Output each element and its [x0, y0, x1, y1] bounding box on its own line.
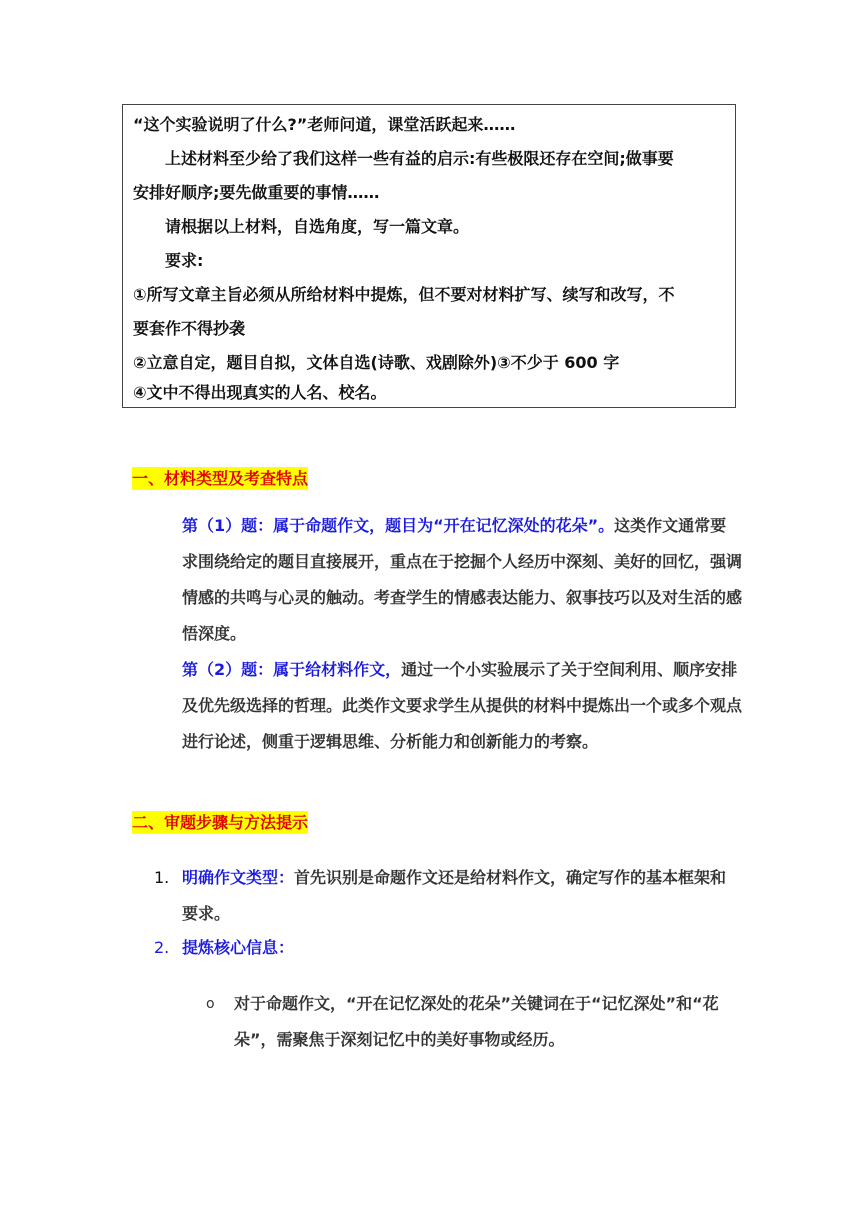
material-line: 上述材料至少给了我们这样一些有益的启示:有些极限还存在空间;做事要	[165, 149, 674, 168]
bullet-icon: o	[206, 996, 215, 1012]
list-number: 2.	[154, 938, 170, 957]
paragraph-text: 这类作文通常要求围绕给定的题目直接展开，重点在于挖掘个人经历中深刻、美好的回忆，强调情感的共鸣与心灵的触动。考查学生的情感表达能力、叙事技巧以及对生活的感悟深度。	[182, 516, 743, 643]
paragraph-lead: 第（2）题：属于给材料作文，	[182, 660, 402, 679]
list-item-body	[182, 860, 742, 932]
bullet-text: 对于命题作文，“开在记忆深处的花朵”关键词在于“记忆深处”和“花朵”，需聚焦于深刻记忆中的美好事物或经历。	[234, 994, 719, 1049]
section-heading	[132, 468, 308, 490]
material-line: 要套作不得抄袭	[133, 319, 246, 338]
material-box	[122, 104, 736, 408]
paragraph-q2	[182, 652, 742, 760]
section-heading-text: 一、材料类型及考查特点	[132, 469, 309, 488]
material-line: “这个实验说明了什么?”老师问道，课堂活跃起来……	[133, 115, 516, 134]
paragraph-lead: 第（1）题：属于命题作文，题目为“开在记忆深处的花朵”。	[182, 516, 615, 535]
material-line: 请根据以上材料，自选角度，写一篇文章。	[165, 217, 470, 236]
paragraph-q1	[182, 508, 742, 652]
section-heading-text: 二、审题步骤与方法提示	[132, 813, 309, 832]
list-number: 1.	[154, 868, 170, 887]
material-line: 要求:	[165, 251, 204, 270]
section-heading	[132, 812, 308, 834]
material-line: ②立意自定，题目自拟，文体自选(诗歌、戏剧除外)③不少于 600 字	[133, 353, 620, 372]
list-item-text: 首先识别是命题作文还是给材料作文，确定写作的基本框架和要求。	[182, 868, 727, 923]
list-item-lead: 明确作文类型：	[182, 868, 295, 887]
paragraph-text: 通过一个小实验展示了关于空间利用、顺序安排及优先级选择的哲理。此类作文要求学生从提供的材料中提炼出一个或多个观点进行论述，侧重于逻辑思维、分析能力和创新能力的考察。	[182, 660, 743, 751]
list-item-body	[182, 930, 742, 966]
material-line: 安排好顺序;要先做重要的事情……	[133, 183, 380, 202]
material-line: ④文中不得出现真实的人名、校名。	[133, 383, 387, 402]
material-line: ①所写文章主旨必须从所给材料中提炼，但不要对材料扩写、续写和改写，不	[133, 285, 675, 304]
list-item-lead: 提炼核心信息：	[182, 938, 295, 957]
